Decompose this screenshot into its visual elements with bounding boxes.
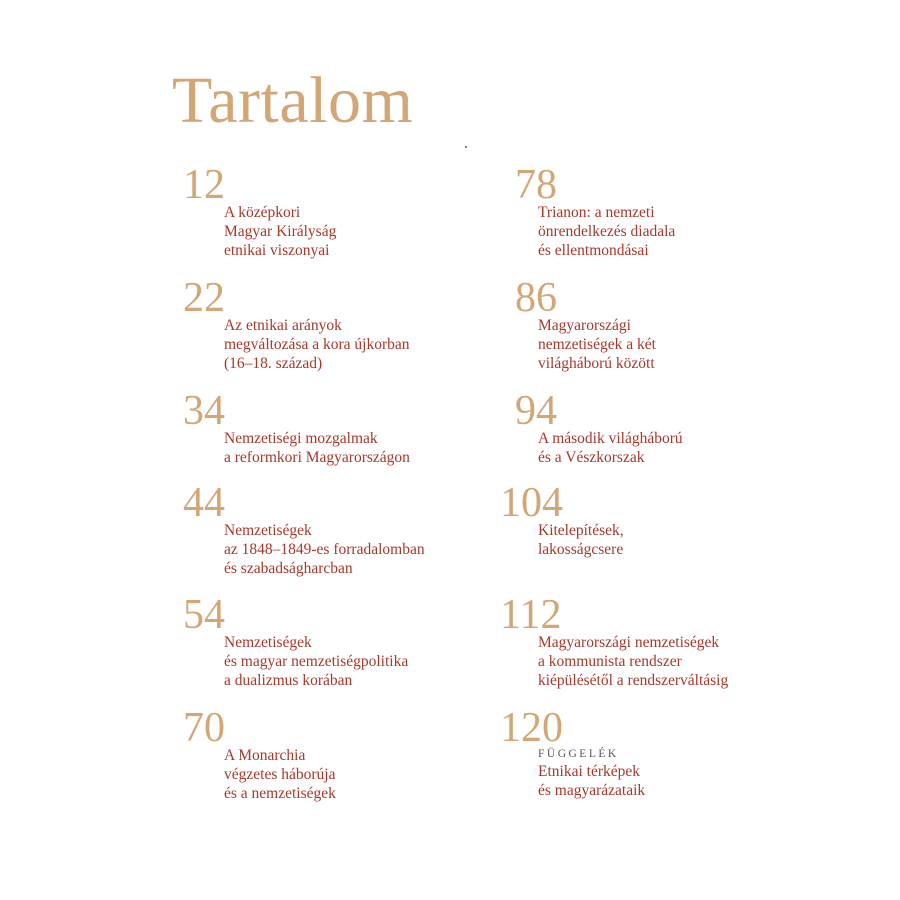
toc-entry-title: A második világháború és a Vészkorszak: [538, 430, 683, 466]
toc-entry-title: Nemzetiségi mozgalmak a reformkori Magyarországon: [224, 430, 410, 466]
toc-page-number: 54: [183, 592, 225, 638]
toc-entry[interactable]: [183, 705, 513, 803]
toc-entry-title: Nemzetiségek és magyar nemzetiségpolitika a dualizmus korában: [224, 634, 409, 689]
toc-page-number: 70: [183, 705, 225, 751]
toc-entry[interactable]: [500, 275, 830, 373]
toc-page-number: 22: [183, 275, 225, 321]
toc-entry-title: Magyarországi nemzetiségek a kommunista rendszer kiépülésétől a rendszerváltásig: [538, 634, 729, 689]
toc-entry-title: Nemzetiségek az 1848–1849-es forradalomban és szabadságharcban: [224, 522, 425, 577]
toc-entry-title: Az etnikai arányok megváltozása a kora újkorban (16–18. század): [224, 317, 410, 372]
page-title: Tartalom: [172, 64, 414, 137]
toc-entry[interactable]: [183, 592, 513, 690]
toc-entry[interactable]: [500, 705, 830, 800]
toc-entry[interactable]: [183, 162, 513, 260]
toc-entry[interactable]: [500, 592, 830, 690]
toc-entry-title: Etnikai térképek és magyarázataik: [538, 763, 646, 799]
toc-entry-title: A középkori Magyar Királyság etnikai viszonyai: [224, 204, 337, 259]
decorative-dot: [465, 146, 467, 148]
toc-entry[interactable]: [183, 275, 513, 373]
toc-entry-title: Kitelepítések, lakosságcsere: [538, 522, 624, 558]
toc-entry[interactable]: [183, 388, 513, 467]
toc-page-number: 120: [500, 705, 563, 751]
toc-page-number: 86: [515, 275, 557, 321]
toc-page-number: 112: [500, 592, 562, 638]
toc-entry[interactable]: [500, 388, 830, 467]
toc-page-number: 44: [183, 480, 225, 526]
toc-page-number: 12: [183, 162, 225, 208]
toc-page-number: 78: [515, 162, 557, 208]
toc-entry-title: A Monarchia végzetes háborúja és a nemzetiségek: [224, 747, 336, 802]
toc-page-number: 94: [515, 388, 557, 434]
toc-page-number: 34: [183, 388, 225, 434]
toc-entry[interactable]: [500, 480, 830, 559]
appendix-label: FÜGGELÉK: [538, 748, 619, 760]
toc-entry[interactable]: [183, 480, 513, 578]
toc-entry-title: Magyarországi nemzetiségek a két világháború között: [538, 317, 656, 372]
toc-entry[interactable]: [500, 162, 830, 260]
toc-page-number: 104: [500, 480, 563, 526]
toc-entry-title: Trianon: a nemzeti önrendelkezés diadala és ellentmondásai: [538, 204, 676, 259]
